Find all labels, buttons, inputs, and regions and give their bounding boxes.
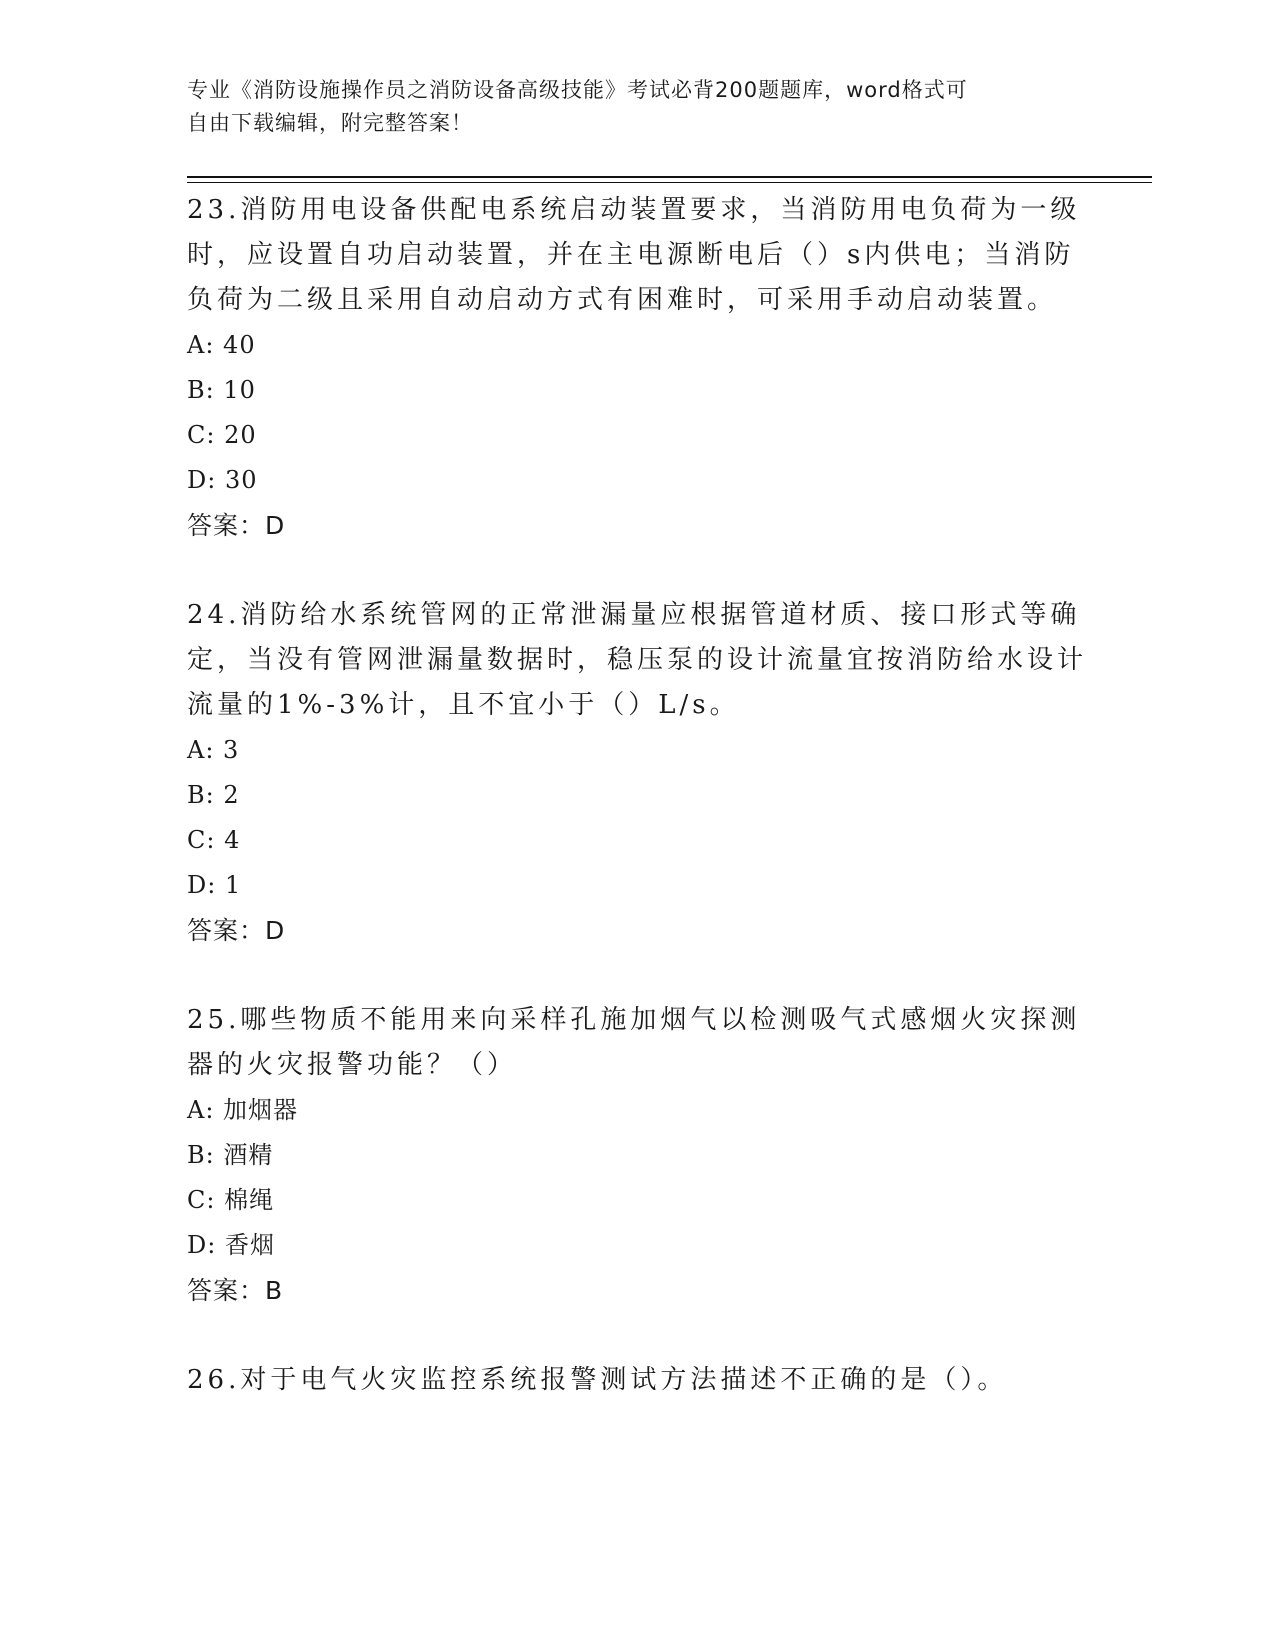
question-text (187, 188, 1087, 323)
header-divider-thin (187, 182, 1152, 183)
option-d: D: 香烟 (187, 1231, 275, 1259)
document-header (187, 74, 1067, 140)
question-body: 消防用电设备供配电系统启动装置要求，当消防用电负荷为一级时，应设置自功启动装置，并在主电源断电后（）s内供电；当消防负荷为二级且采用自动启动方式有困难时，可采用手动启动装置。 (187, 195, 1081, 315)
header-divider-thick (187, 176, 1152, 178)
question-24 (187, 593, 1087, 953)
question-body: 消防给水系统管网的正常泄漏量应根据管道材质、接口形式等确定，当没有管网泄漏量数据时，稳压泵的设计流量宜按消防给水设计流量的1%-3%计，且不宜小于（）L/s。 (187, 600, 1088, 720)
question-body: 对于电气火灾监控系统报警测试方法描述不正确的是（）。 (240, 1365, 1008, 1395)
header-line-2: 自由下载编辑，附完整答案！ (187, 111, 473, 135)
question-text (187, 1358, 1087, 1403)
option-b: B: 酒精 (187, 1141, 274, 1169)
question-number: 25. (187, 1005, 241, 1035)
question-23 (187, 188, 1087, 548)
question-body: 哪些物质不能用来向采样孔施加烟气以检测吸气式感烟火灾探测器的火灾报警功能？（） (187, 1005, 1081, 1080)
question-26 (187, 1358, 1087, 1403)
answer: 答案：D (187, 511, 286, 540)
option-b: B: 10 (187, 376, 256, 404)
option-b: B: 2 (187, 781, 240, 809)
option-a: A: 加烟器 (187, 1096, 299, 1124)
header-line-1: 专业《消防设施操作员之消防设备高级技能》考试必背200题题库，word格式可 (187, 78, 968, 102)
answer: 答案：B (187, 1276, 284, 1305)
question-list (187, 188, 1087, 1448)
option-d: D: 1 (187, 871, 242, 899)
question-number: 26. (187, 1365, 241, 1395)
question-text (187, 593, 1087, 728)
option-a: A: 3 (187, 736, 240, 764)
option-c: C: 棉绳 (187, 1186, 275, 1214)
answer: 答案：D (187, 916, 286, 945)
question-number: 23. (187, 195, 241, 225)
question-text (187, 998, 1087, 1088)
question-25 (187, 998, 1087, 1313)
option-c: C: 4 (187, 826, 241, 854)
question-number: 24. (187, 600, 241, 630)
option-d: D: 30 (187, 466, 258, 494)
option-a: A: 40 (187, 331, 256, 359)
option-c: C: 20 (187, 421, 257, 449)
